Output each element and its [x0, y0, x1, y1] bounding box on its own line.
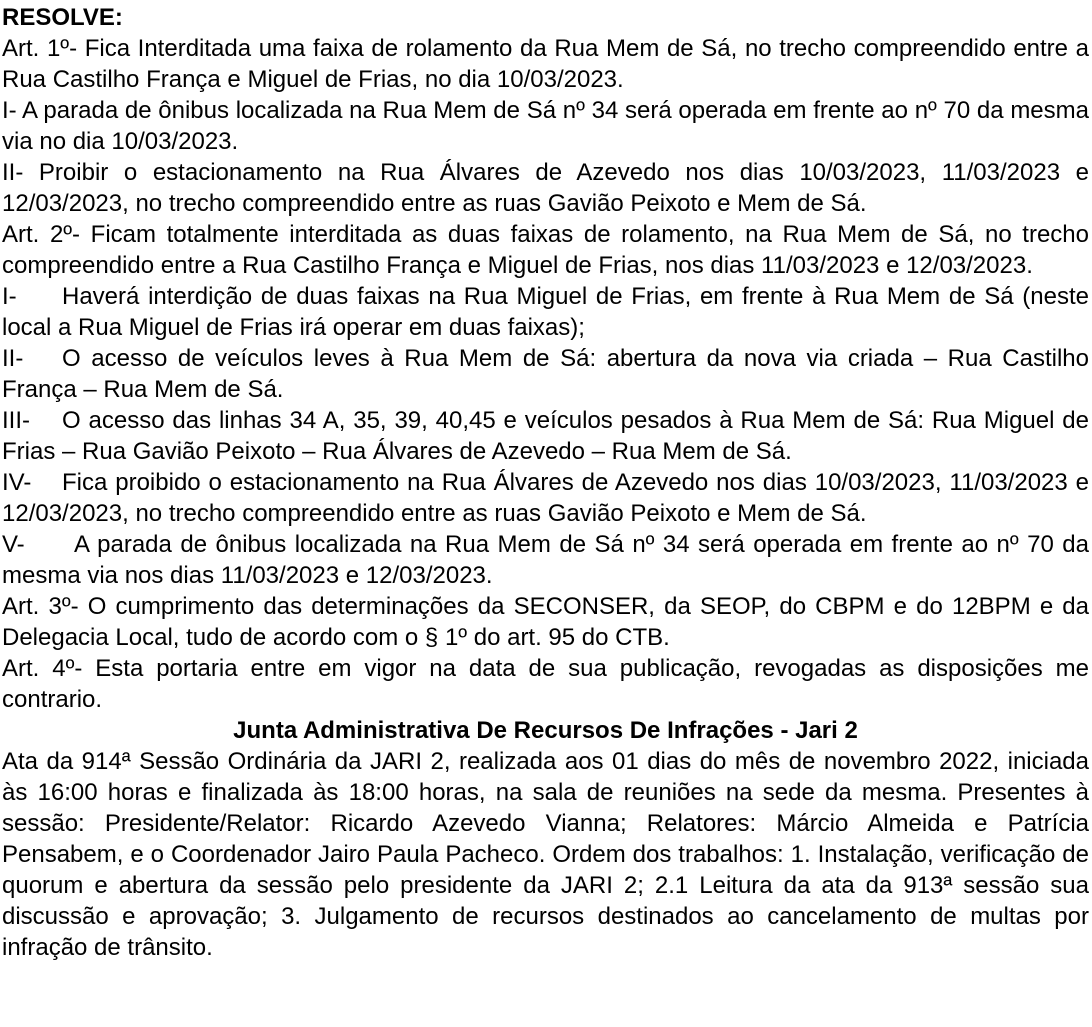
article-2: Art. 2º- Ficam totalmente interditada as duas faixas de rolamento, na Rua Mem de Sá, no trecho compreendido entre a Rua Castilho França e Miguel de Frias, nos dias 11/03/2023 e 12/03/2023.: [2, 221, 1089, 279]
article-1-item-i: I- A parada de ônibus localizada na Rua Mem de Sá nº 34 será operada em frente ao nº 70 da mesma via no dia 10/03/2023.: [2, 97, 1089, 155]
item-number: I-: [2, 283, 17, 310]
item-text: Haverá interdição de duas faixas na Rua Miguel de Frias, em frente à Rua Mem de Sá (neste local a Rua Miguel de Frias irá operar em duas faixas);: [2, 283, 1089, 341]
article-2-item-v: [2, 529, 1089, 591]
item-number: III-: [2, 407, 30, 434]
jari-heading: Junta Administrativa De Recursos De Infrações - Jari 2: [233, 717, 858, 744]
item-text: A parada de ônibus localizada na Rua Mem de Sá nº 34 será operada em frente ao nº 70 da mesma via nos dias 11/03/2023 e 12/03/2023.: [2, 531, 1089, 589]
item-text: Fica proibido o estacionamento na Rua Álvares de Azevedo nos dias 10/03/2023, 11/03/2023 e 12/03/2023, no trecho compreendido entre as ruas Gavião Peixoto e Mem de Sá.: [2, 469, 1089, 527]
resolve-heading: RESOLVE:: [2, 4, 123, 31]
article-2-item-iii: [2, 405, 1089, 467]
item-number: II-: [2, 345, 24, 372]
article-2-item-ii: [2, 343, 1089, 405]
article-1: Art. 1º- Fica Interditada uma faixa de rolamento da Rua Mem de Sá, no trecho compreendido entre a Rua Castilho França e Miguel de Frias, no dia 10/03/2023.: [2, 35, 1089, 93]
item-number: IV-: [2, 469, 32, 496]
item-text: O acesso das linhas 34 A, 35, 39, 40,45 e veículos pesados à Rua Mem de Sá: Rua Miguel de Frias – Rua Gavião Peixoto – Rua Álvares de Azevedo – Rua Mem de Sá.: [2, 407, 1089, 465]
item-number: V-: [2, 531, 25, 558]
article-2-item-iv: [2, 467, 1089, 529]
article-2-item-i: [2, 281, 1089, 343]
item-text: O acesso de veículos leves à Rua Mem de Sá: abertura da nova via criada – Rua Castilho França – Rua Mem de Sá.: [2, 345, 1089, 403]
article-4: Art. 4º- Esta portaria entre em vigor na data de sua publicação, revogadas as disposições me contrario.: [2, 655, 1089, 713]
article-3: Art. 3º- O cumprimento das determinações da SECONSER, da SEOP, do CBPM e do 12BPM e da Delegacia Local, tudo de acordo com o § 1º do art. 95 do CTB.: [2, 593, 1089, 651]
article-1-item-ii: II- Proibir o estacionamento na Rua Álvares de Azevedo nos dias 10/03/2023, 11/03/2023 e 12/03/2023, no trecho compreendido entre as ruas Gavião Peixoto e Mem de Sá.: [2, 159, 1089, 217]
ata-paragraph: Ata da 914ª Sessão Ordinária da JARI 2, realizada aos 01 dias do mês de novembro 2022, iniciada às 16:00 horas e finalizada às 18:00 horas, na sala de reuniões na sede da mesma. Presentes à sessão: Presidente/Relator: Ricardo Azevedo Vianna; Relatores: Márcio Almeida e Patrícia Pensabem, e o Coordenador Jairo Paula Pacheco. Ordem dos trabalhos: 1. Instalação, verificação de quorum e abertura da sessão pelo presidente da JARI 2; 2.1 Leitura da ata da 913ª sessão sua discussão e aprovação; 3. Julgamento de recursos destinados ao cancelamento de multas por infração de trânsito.: [2, 748, 1089, 961]
